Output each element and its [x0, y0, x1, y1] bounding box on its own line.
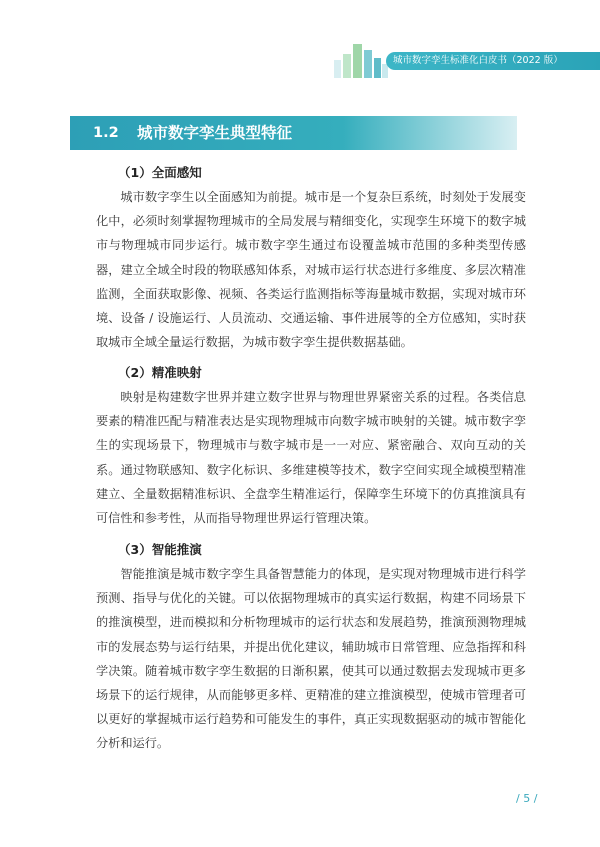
- subsection-heading-mapping: （2）精准映射: [118, 365, 202, 380]
- paragraph-inference: 智能推演是城市数字孪生具备智慧能力的体现，是实现对物理城市进行科学预测、指导与优化的关键。可以依据物理城市的真实运行数据，构建不同场景下的推演模型，进而模拟和分析物理城市的运行状态和发展趋势，推演预测物理城市的发展态势与运行结果，并提出优化建议，辅助城市日常管理、应急指挥和科学决策。随着城市数字孪生数据的日渐积累，使其可以通过数据去发现城市更多场景下的运行规律，从而能够更多样、更精准的建立推演模型，使城市管理者可以更好的掌握城市运行趋势和可能发生的事件，真正实现数据驱动的城市智能化分析和运行。: [96, 567, 526, 751]
- section-number: 1.2: [93, 125, 119, 141]
- page-number: / 5 /: [516, 792, 538, 805]
- subsection-heading-inference: （3）智能推演: [118, 542, 202, 557]
- city-buildings-logo-icon: [330, 40, 390, 78]
- section-title: 城市数字孪生典型特征: [137, 124, 293, 142]
- paragraph-mapping: 映射是构建数字世界并建立数字世界与物理世界紧密关系的过程。各类信息要素的精准匹配与精准表达是实现物理城市向数字城市映射的关键。城市数字孪生的实现场景下，物理城市与数字城市是一一对应、紧密融合、双向互动的关系。通过物联感知、数字化标识、多维建模等技术，数字空间实现全域模型精准建立、全量数据精准标识、全盘孪生精准运行，保障孪生环境下的仿真推演具有可信性和参考性，从而指导物理世界运行管理决策。: [96, 390, 526, 526]
- paragraph-perception: 城市数字孪生以全面感知为前提。城市是一个复杂巨系统，时刻处于发展变化中，必须时刻掌握物理城市的全局发展与精细变化，实现孪生环境下的数字城市与物理城市同步运行。城市数字孪生通过布设覆盖城市范围的多种类型传感器，建立全域全时段的物联感知体系，对城市运行状态进行多维度、多层次精准监测，全面获取影像、视频、各类运行监测指标等海量城市数据，实现对城市环境、设备 / 设施运行、人员流动、交通运输、事件进展等的全方位感知，实时获取城市全域全量运行数据，为城市数字孪生提供数据基础。: [96, 190, 526, 350]
- header-title: 城市数字孪生标准化白皮书（2022 版）: [393, 55, 563, 66]
- subsection-heading-perception: （1）全面感知: [118, 165, 202, 180]
